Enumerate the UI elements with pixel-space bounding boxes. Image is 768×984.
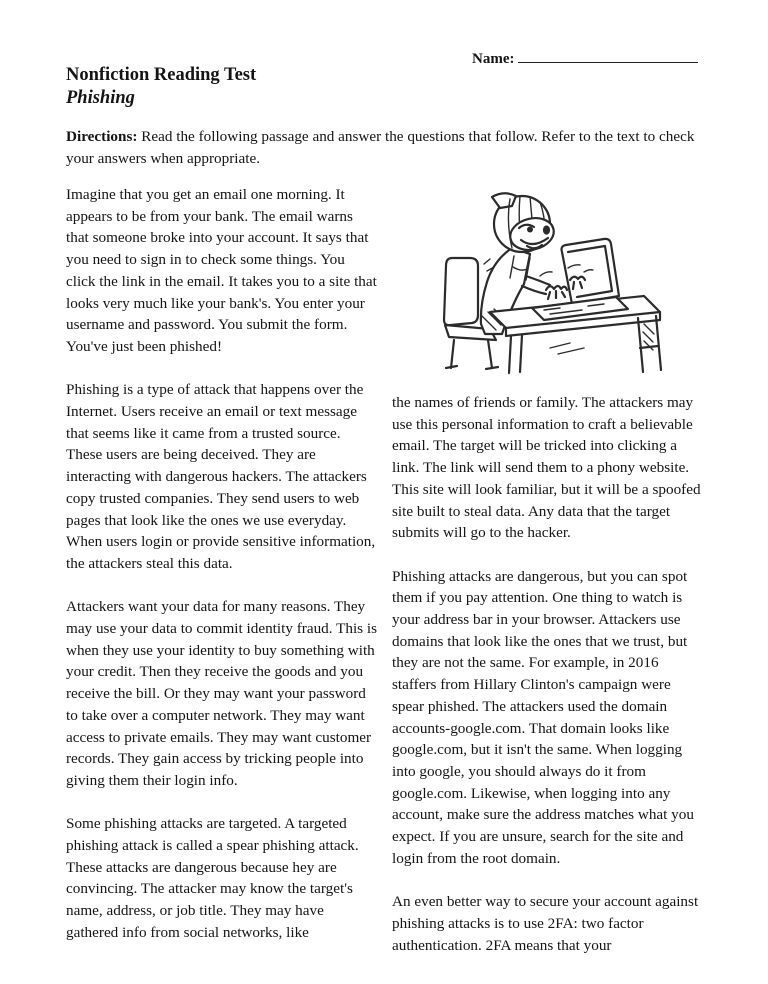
passage-paragraph: Phishing is a type of attack that happens over the Internet. Users receive an email or text message that seems like it came from a trusted source. These users are being deceived. They are interacting with dangerous hackers. The attackers copy trusted companies. They send users to web pages that look like the ones we use everyday. When users login or provide sensitive information, the attackers steal this data. [66,381,376,572]
left-eye [527,227,533,233]
right-eye [542,225,549,234]
passage-paragraph: Attackers want your data for many reasons. They may use your data to commit identity fraud. This is when they use your identity to buy something with your credit. Then they receive the goods and you receive the bill. Or they may want your password to take over a computer network. They may want access to private emails. They may want customer records. They gain access by tricking people into giving them their login info. [66,598,378,789]
desk-left-leg [509,335,522,373]
left-column [66,184,377,978]
balaclava-flap [492,193,516,208]
passage-columns [66,184,703,978]
directions-label: Directions: [66,128,138,145]
page-subtitle: Phishing [66,88,135,108]
passage-paragraph: the names of friends or family. The attackers may use this personal information to craft a believable email. The target will be tricked into clicking a link. The link will send them to a phony website. This site will look familiar, but it will be a spoofed site built to steal data. Any data that the target submits will go to the hacker. [392,394,701,542]
chair-legs [446,340,498,369]
name-row [472,48,698,68]
right-column [392,184,703,978]
name-label: Name: [472,51,515,67]
passage-paragraph: Imagine that you get an email one morning. It appears to be from your bank. The email warns that someone broke into your account. It says that you need to sign in to check some things. You click the link in the email. It takes you to a site that looks very much like your bank's. You enter your username and password. You submit the form. You've just been phished! [66,186,377,355]
directions [66,126,706,169]
hacker-at-laptop-illustration [432,184,664,376]
name-blank-line [518,48,698,63]
passage-paragraph: Phishing attacks are dangerous, but you can spot them if you pay attention. One thing to watch is your address bar in your browser. Attackers use domains that look like the ones that we trust, but they are not the same. For example, in 2016 staffers from Hillary Clinton's campaign were spear phished. The attackers used the domain accounts-google.com. That domain looks like google.com, but it isn't the same. When logging into google, you should always do it from google.com. Likewise, when logging into any account, make sure the address matches what you expect. If you are unsure, search for the site and login from the root domain. [392,567,694,867]
left-hand [546,286,567,299]
passage-paragraph: Some phishing attacks are targeted. A targeted phishing attack is called a spear phishing attack. These attacks are dangerous because hey are convincing. The attacker may know the target's name, address, or job title. They may have gathered info from social networks, like [66,815,359,941]
page-title: Nonfiction Reading Test [66,65,257,85]
directions-text: Read the following passage and answer the questions that follow. Refer to the text to check your answers when appropriate. [66,128,695,167]
desk-right-leg [638,316,661,372]
chair-back [444,258,478,325]
title-block [66,64,256,109]
desk-reflection [550,343,584,354]
masked-hacker-icon [432,184,664,376]
passage-paragraph: An even better way to secure your account against phishing attacks is to use 2FA: two factor authentication. 2FA means that your [392,893,699,954]
